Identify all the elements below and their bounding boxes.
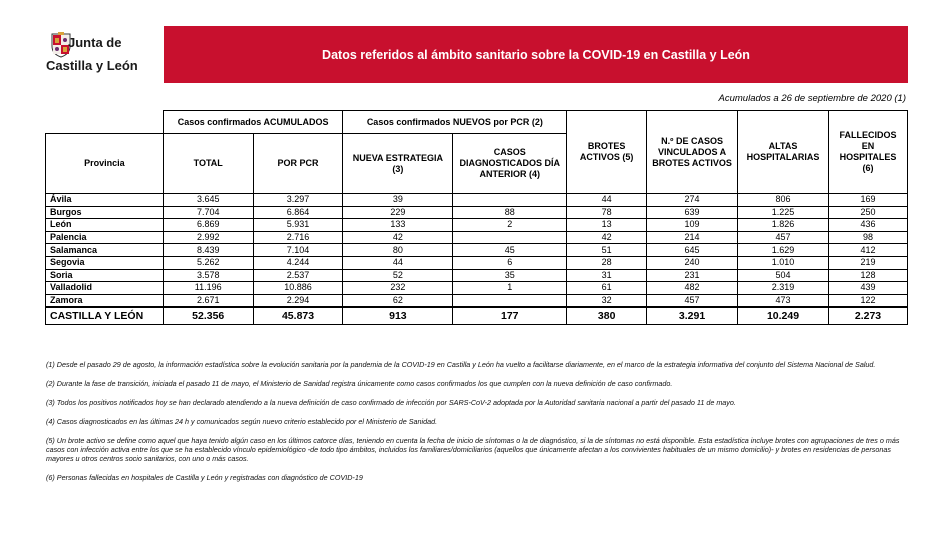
cell-brotes: 61 (567, 282, 647, 295)
cell-por-pcr: 6.864 (253, 206, 343, 219)
cell-fallecidos: 436 (829, 219, 908, 232)
table-row (46, 282, 908, 295)
table-row (46, 219, 908, 232)
header-fallecidos: FALLECIDOS EN HOSPITALES (6) (829, 111, 908, 194)
cell-fallecidos: 250 (829, 206, 908, 219)
cell-fallecidos: 98 (829, 231, 908, 244)
header-provincia: Provincia (46, 134, 164, 194)
cell-por-pcr: 4.244 (253, 256, 343, 269)
cell-provincia: Zamora (46, 294, 164, 307)
total-por-pcr: 45.873 (253, 307, 343, 325)
total-fallecidos: 2.273 (829, 307, 908, 325)
cell-total: 8.439 (163, 244, 253, 257)
total-vinculados: 3.291 (647, 307, 738, 325)
cell-brotes: 32 (567, 294, 647, 307)
cell-por-pcr: 2.294 (253, 294, 343, 307)
footnote: (6) Personas fallecidas en hospitales de Castilla y León y registradas con diagnóstico de COVID-19 (46, 473, 363, 482)
cell-total: 3.645 (163, 194, 253, 207)
cell-provincia: Palencia (46, 231, 164, 244)
header-brotes: BROTES ACTIVOS (5) (567, 111, 647, 194)
cell-provincia: Segovia (46, 256, 164, 269)
table-row (46, 231, 908, 244)
date-note: Acumulados a 26 de septiembre de 2020 (1) (718, 93, 906, 104)
cell-brotes: 78 (567, 206, 647, 219)
cell-diag: 45 (453, 244, 567, 257)
table-row (46, 269, 908, 282)
footnote: (4) Casos diagnosticados en las últimas 24 h y comunicados según nuevo criterio establecido por el Ministerio de Sanidad. (46, 417, 438, 426)
cell-nueva: 133 (343, 219, 453, 232)
cell-brotes: 44 (567, 194, 647, 207)
cell-altas: 1.826 (738, 219, 829, 232)
covid-data-table (45, 110, 908, 325)
cell-por-pcr: 5.931 (253, 219, 343, 232)
cell-altas: 457 (738, 231, 829, 244)
total-diag: 177 (453, 307, 567, 325)
cell-diag: 1 (453, 282, 567, 295)
logo-line1: Junta de (68, 35, 122, 50)
logo-line2: Castilla y León (46, 58, 138, 73)
cell-por-pcr: 2.716 (253, 231, 343, 244)
cell-fallecidos: 128 (829, 269, 908, 282)
table-body (46, 194, 908, 307)
cell-nueva: 52 (343, 269, 453, 282)
title-banner (164, 26, 908, 83)
cell-vinculados: 457 (647, 294, 738, 307)
cell-fallecidos: 219 (829, 256, 908, 269)
table-row (46, 244, 908, 257)
header-diag-anterior: CASOS DIAGNOSTICADOS DÍA ANTERIOR (4) (453, 134, 567, 194)
footnote: (1) Desde el pasado 29 de agosto, la información estadística sobre la evolución sanitaria por la pandemia de la COVID-19 en Castilla y León ha vuelto a facilitarse diariamente, en el marco de la estrategia informativa del conjunto del Sistema Nacional de Salud. (46, 360, 876, 369)
footnote: (3) Todos los positivos notificados hoy se han declarado atendiendo a la nueva definición de caso confirmado de infección por SARS-CoV-2 adoptada por la Autoridad sanitaria nacional a partir del pasado 11 de mayo. (46, 398, 736, 407)
cell-vinculados: 482 (647, 282, 738, 295)
cell-provincia: Ávila (46, 194, 164, 207)
cell-nueva: 229 (343, 206, 453, 219)
cell-altas: 1.010 (738, 256, 829, 269)
cell-nueva: 62 (343, 294, 453, 307)
group-header-row (46, 111, 908, 134)
cell-por-pcr: 10.886 (253, 282, 343, 295)
cell-altas: 1.225 (738, 206, 829, 219)
cell-provincia: Valladolid (46, 282, 164, 295)
header-nueva-estrategia: NUEVA ESTRATEGIA (3) (343, 134, 453, 194)
table-row (46, 194, 908, 207)
cell-brotes: 31 (567, 269, 647, 282)
cell-total: 11.196 (163, 282, 253, 295)
cell-nueva: 232 (343, 282, 453, 295)
cell-provincia: León (46, 219, 164, 232)
total-nueva: 913 (343, 307, 453, 325)
cell-fallecidos: 439 (829, 282, 908, 295)
footnote: (2) Durante la fase de transición, iniciada el pasado 11 de mayo, el Ministerio de Sanidad registra únicamente como casos confirmados los que cumplen con la nueva definición de caso confirmado. (46, 379, 673, 388)
cell-total: 7.704 (163, 206, 253, 219)
cell-nueva: 44 (343, 256, 453, 269)
table-row (46, 294, 908, 307)
cell-por-pcr: 7.104 (253, 244, 343, 257)
cell-provincia: Soria (46, 269, 164, 282)
cell-provincia: Salamanca (46, 244, 164, 257)
cell-nueva: 39 (343, 194, 453, 207)
total-provincia: CASTILLA Y LEÓN (46, 307, 164, 325)
total-altas: 10.249 (738, 307, 829, 325)
table-row (46, 206, 908, 219)
group-header-nuevos: Casos confirmados NUEVOS por PCR (2) (343, 111, 567, 134)
cell-diag: 6 (453, 256, 567, 269)
cell-nueva: 42 (343, 231, 453, 244)
cell-vinculados: 214 (647, 231, 738, 244)
cell-fallecidos: 122 (829, 294, 908, 307)
cell-total: 2.992 (163, 231, 253, 244)
cell-vinculados: 109 (647, 219, 738, 232)
cell-brotes: 42 (567, 231, 647, 244)
cell-total: 6.869 (163, 219, 253, 232)
cell-total: 5.262 (163, 256, 253, 269)
cell-brotes: 13 (567, 219, 647, 232)
cell-total: 3.578 (163, 269, 253, 282)
cell-diag (453, 294, 567, 307)
header-altas: ALTAS HOSPITALARIAS (738, 111, 829, 194)
cell-diag: 2 (453, 219, 567, 232)
cell-diag: 35 (453, 269, 567, 282)
cell-brotes: 51 (567, 244, 647, 257)
cell-nueva: 80 (343, 244, 453, 257)
junta-logo (44, 30, 154, 82)
cell-fallecidos: 412 (829, 244, 908, 257)
cell-altas: 1.629 (738, 244, 829, 257)
cell-altas: 2.319 (738, 282, 829, 295)
cell-total: 2.671 (163, 294, 253, 307)
cell-por-pcr: 3.297 (253, 194, 343, 207)
cell-vinculados: 274 (647, 194, 738, 207)
cell-vinculados: 240 (647, 256, 738, 269)
cell-por-pcr: 2.537 (253, 269, 343, 282)
cell-brotes: 28 (567, 256, 647, 269)
total-brotes: 380 (567, 307, 647, 325)
cell-provincia: Burgos (46, 206, 164, 219)
cell-vinculados: 645 (647, 244, 738, 257)
cell-diag (453, 194, 567, 207)
cell-altas: 806 (738, 194, 829, 207)
total-row (46, 307, 908, 325)
table-row (46, 256, 908, 269)
cell-diag: 88 (453, 206, 567, 219)
total-total: 52.356 (163, 307, 253, 325)
cell-vinculados: 639 (647, 206, 738, 219)
group-header-acumulados: Casos confirmados ACUMULADOS (163, 111, 343, 134)
footnote: (5) Un brote activo se define como aquel que haya tenido algún caso en los últimos catorce días, teniendo en cuenta la fecha de inicio de síntomas o la de diagnóstico, si la de síntomas no está disponible. Esta estadística incluye brotes con agrupaciones de tres o más casos con infección activa entre los que se ha establecido vínculo epidemiológico -de todo tipo ámbitos, incluidos los familiares/domiciliarios (aquellos que únicamente afectan a los convivientes habituales de un mismo domicilio)- y brotes en residencias de personas mayores u otros centros socio sanitarios, con uno o más casos. (46, 436, 900, 463)
cell-vinculados: 231 (647, 269, 738, 282)
header-vinculados: N.º DE CASOS VINCULADOS A BROTES ACTIVOS (647, 111, 738, 194)
page-title: Datos referidos al ámbito sanitario sobre la COVID-19 en Castilla y León (322, 47, 750, 62)
cell-fallecidos: 169 (829, 194, 908, 207)
header-por-pcr: POR PCR (253, 134, 343, 194)
header-total: TOTAL (163, 134, 253, 194)
cell-altas: 473 (738, 294, 829, 307)
cell-diag (453, 231, 567, 244)
cell-altas: 504 (738, 269, 829, 282)
footnotes (46, 360, 906, 492)
